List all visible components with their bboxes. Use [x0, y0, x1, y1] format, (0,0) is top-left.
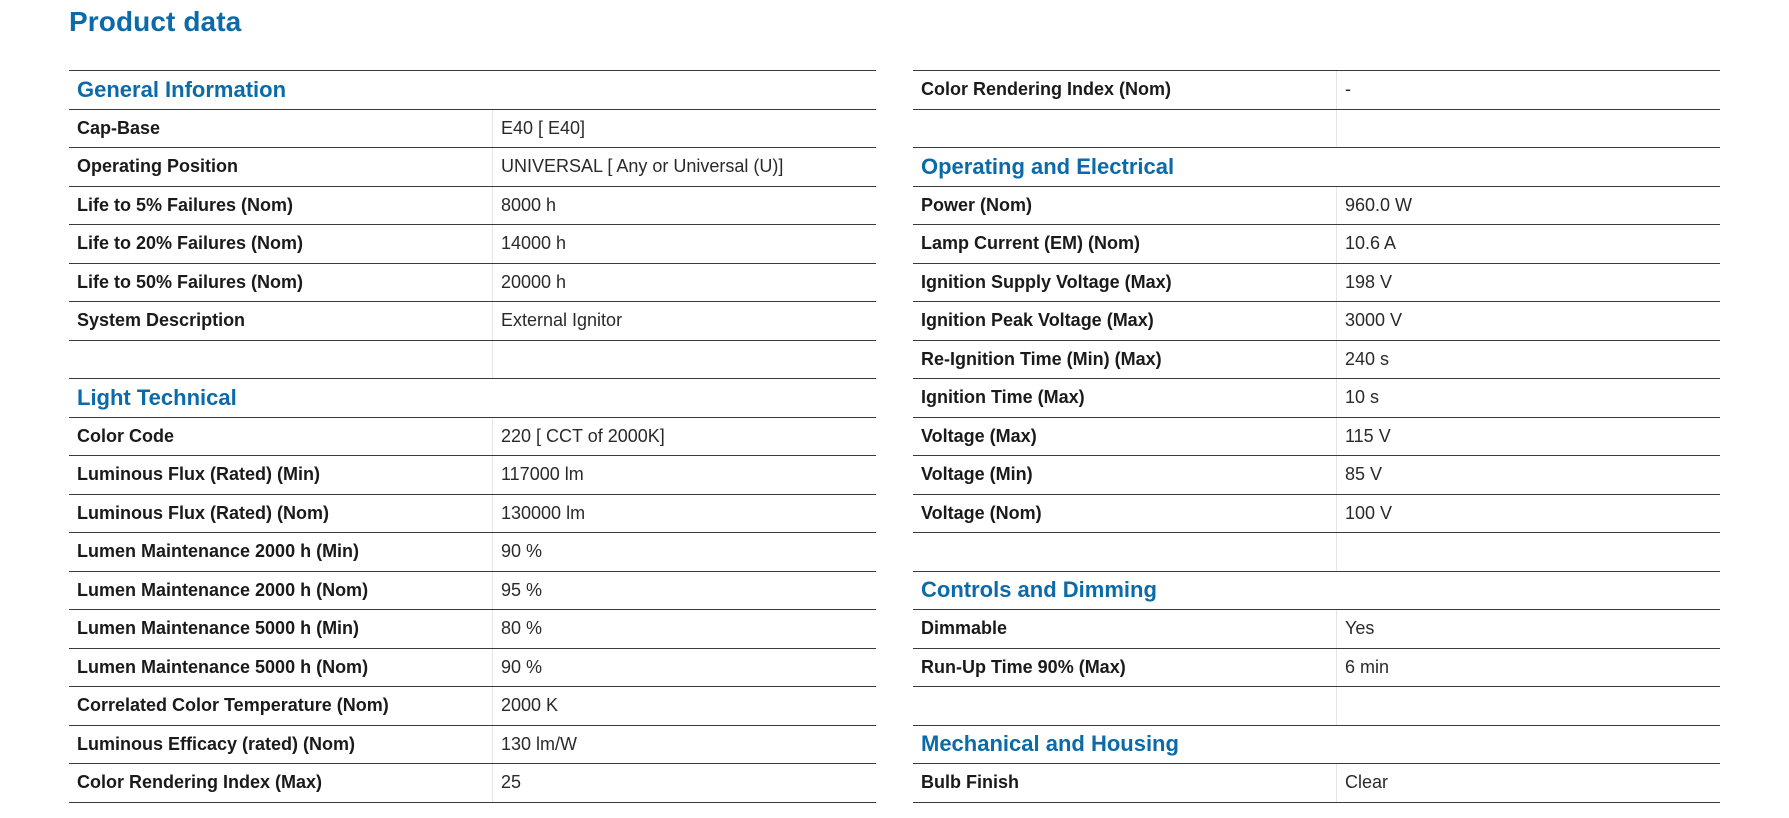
- spacer-row: [913, 110, 1720, 149]
- spec-label: Voltage (Min): [921, 464, 1033, 485]
- spec-value: 130 lm/W: [492, 726, 577, 764]
- spec-row-lm-2000-nom: [69, 572, 876, 611]
- spec-label: Voltage (Nom): [921, 502, 1042, 523]
- spec-label: Lumen Maintenance 5000 h (Nom): [77, 656, 369, 677]
- spec-label: Luminous Efficacy (rated) (Nom): [77, 733, 356, 754]
- section-heading-row: [69, 379, 876, 418]
- spec-label: Power (Nom): [921, 194, 1033, 215]
- spec-label: Color Rendering Index (Nom): [921, 79, 1172, 100]
- spec-row-power: [913, 187, 1720, 226]
- spec-row-life-5: [69, 187, 876, 226]
- spec-row-voltage-max: [913, 418, 1720, 457]
- page-title: Product data: [69, 6, 242, 37]
- spec-row-dimmable: [913, 610, 1720, 649]
- spacer-divider: [1336, 687, 1337, 725]
- spacer-divider: [492, 341, 493, 379]
- spec-value: 14000 h: [492, 225, 566, 263]
- spec-row-color-code: [69, 418, 876, 457]
- spec-value: 25: [492, 764, 521, 802]
- right-spec-column: [913, 70, 1720, 803]
- spec-row-life-20: [69, 225, 876, 264]
- spec-label: Ignition Time (Max): [921, 387, 1085, 408]
- section-heading-row: [913, 572, 1720, 611]
- spec-value: External Ignitor: [492, 302, 622, 340]
- spec-value: 130000 lm: [492, 495, 585, 533]
- spec-row-lm-5000-min: [69, 610, 876, 649]
- section-heading-row: [913, 726, 1720, 765]
- spacer-row: [913, 687, 1720, 726]
- spec-row-bulb-finish: [913, 764, 1720, 803]
- spec-label: Color Code: [77, 425, 174, 446]
- spec-row-run-up-time: [913, 649, 1720, 688]
- spec-label: System Description: [77, 310, 246, 331]
- spacer-divider: [1336, 533, 1337, 571]
- spec-value: 6 min: [1336, 649, 1389, 687]
- spec-row-cri-max: [69, 764, 876, 803]
- spec-label: Run-Up Time 90% (Max): [921, 656, 1126, 677]
- spec-label: Ignition Supply Voltage (Max): [921, 271, 1172, 292]
- section-title-operating-electrical: Operating and Electrical: [921, 153, 1175, 179]
- spec-value: 115 V: [1336, 418, 1391, 456]
- spec-row-ignition-time: [913, 379, 1720, 418]
- spec-label: Lumen Maintenance 2000 h (Nom): [77, 579, 369, 600]
- spec-label: Luminous Flux (Rated) (Nom): [77, 502, 329, 523]
- section-title-mechanical-housing: Mechanical and Housing: [921, 731, 1179, 757]
- spec-value: Yes: [1336, 610, 1374, 648]
- spec-value: 220 [ CCT of 2000K]: [492, 418, 665, 456]
- spec-row-flux-nom: [69, 495, 876, 534]
- spec-value: 10 s: [1336, 379, 1379, 417]
- spec-label: Lumen Maintenance 5000 h (Min): [77, 618, 360, 639]
- spec-value: 85 V: [1336, 456, 1382, 494]
- spec-value: 10.6 A: [1336, 225, 1396, 263]
- spec-row-voltage-min: [913, 456, 1720, 495]
- spec-value: 95 %: [492, 572, 542, 610]
- spec-row-operating-position: [69, 148, 876, 187]
- spacer-row: [69, 341, 876, 380]
- spec-row-life-50: [69, 264, 876, 303]
- spec-value: -: [1336, 71, 1351, 109]
- spec-row-lm-5000-nom: [69, 649, 876, 688]
- spec-row-efficacy: [69, 726, 876, 765]
- spec-value: UNIVERSAL [ Any or Universal (U)]: [492, 148, 783, 186]
- spec-row-ignition-peak-voltage: [913, 302, 1720, 341]
- spec-label: Bulb Finish: [921, 772, 1019, 793]
- spec-row-system-description: [69, 302, 876, 341]
- section-title-light-technical: Light Technical: [77, 384, 237, 410]
- left-spec-column: [69, 70, 876, 803]
- spec-label: Operating Position: [77, 156, 239, 177]
- spec-row-reignition-time: [913, 341, 1720, 380]
- spec-row-cct: [69, 687, 876, 726]
- spec-label: Life to 50% Failures (Nom): [77, 271, 304, 292]
- spec-value: 198 V: [1336, 264, 1392, 302]
- spec-value: 90 %: [492, 533, 542, 571]
- spec-value: 80 %: [492, 610, 542, 648]
- spec-label: Cap-Base: [77, 117, 161, 138]
- spec-label: Dimmable: [921, 618, 1008, 639]
- spacer-divider: [1336, 110, 1337, 148]
- spec-row-cri-nom: [913, 71, 1720, 110]
- spec-row-flux-min: [69, 456, 876, 495]
- spec-label: Luminous Flux (Rated) (Min): [77, 464, 320, 485]
- section-heading-row: [913, 148, 1720, 187]
- spec-value: 2000 K: [492, 687, 558, 725]
- spec-label: Lamp Current (EM) (Nom): [921, 233, 1140, 254]
- spec-row-ignition-supply-voltage: [913, 264, 1720, 303]
- section-title-general-information: General Information: [77, 76, 287, 102]
- spacer-row: [913, 533, 1720, 572]
- spec-label: Ignition Peak Voltage (Max): [921, 310, 1154, 331]
- spec-label: Color Rendering Index (Max): [77, 772, 323, 793]
- spec-value: 240 s: [1336, 341, 1389, 379]
- spec-value: 8000 h: [492, 187, 556, 225]
- spec-row-lm-2000-min: [69, 533, 876, 572]
- spec-value: 90 %: [492, 649, 542, 687]
- spec-label: Voltage (Max): [921, 425, 1037, 446]
- spec-row-voltage-nom: [913, 495, 1720, 534]
- spec-value: E40 [ E40]: [492, 110, 585, 148]
- spec-value: Clear: [1336, 764, 1388, 802]
- spec-label: Life to 20% Failures (Nom): [77, 233, 304, 254]
- spec-row-lamp-current: [913, 225, 1720, 264]
- section-title-controls-dimming: Controls and Dimming: [921, 577, 1157, 603]
- spec-value: 100 V: [1336, 495, 1392, 533]
- spec-value: 20000 h: [492, 264, 566, 302]
- section-heading-row: [69, 71, 876, 110]
- spec-value: 117000 lm: [492, 456, 584, 494]
- spec-row-cap-base: [69, 110, 876, 149]
- spec-label: Correlated Color Temperature (Nom): [77, 695, 389, 716]
- spec-label: Life to 5% Failures (Nom): [77, 194, 294, 215]
- spec-label: Lumen Maintenance 2000 h (Min): [77, 541, 360, 562]
- spec-value: 960.0 W: [1336, 187, 1412, 225]
- spec-label: Re-Ignition Time (Min) (Max): [921, 348, 1162, 369]
- spec-value: 3000 V: [1336, 302, 1402, 340]
